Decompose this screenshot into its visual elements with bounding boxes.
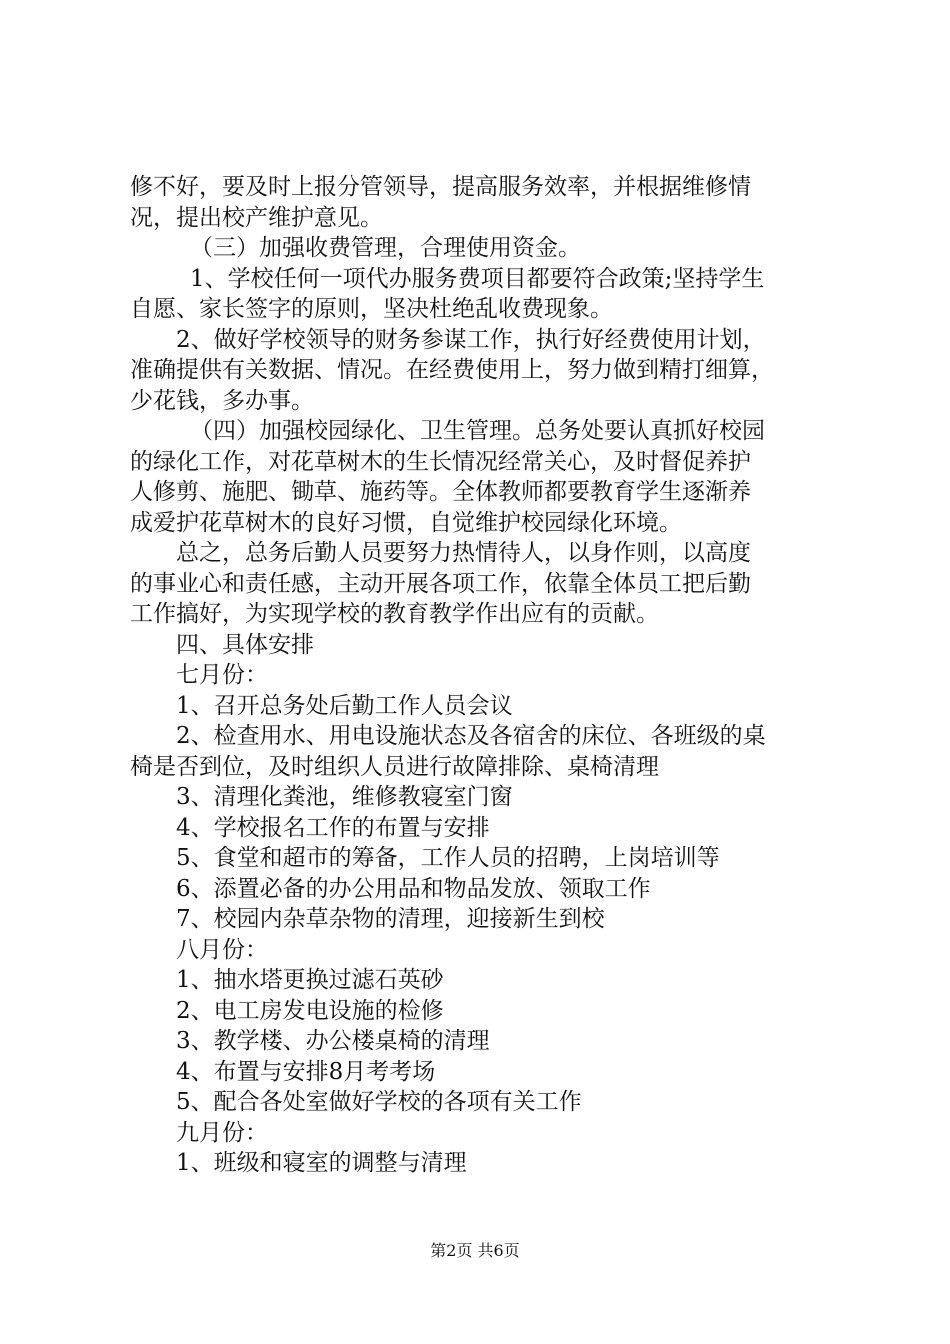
list-item: 3、教学楼、办公楼桌椅的清理 <box>176 1028 490 1054</box>
text-line: 准确提供有关数据、情况。在经费使用上，努力做到精打细算， <box>130 357 774 383</box>
month-heading: 七月份： <box>176 662 268 688</box>
list-item: 2、电工房发电设施的检修 <box>176 997 444 1024</box>
text-line: 况，提出校产维护意见。 <box>130 204 383 231</box>
text-line: 少花钱，多办事。 <box>130 387 314 414</box>
text-line: 修不好，要及时上报分管领导，提高服务效率，并根据维修情 <box>130 174 751 200</box>
text-line: 工作搞好，为实现学校的教育教学作出应有的贡献。 <box>130 601 659 627</box>
text-line: 的事业心和责任感，主动开展各项工作，依靠全体员工把后勤 <box>130 570 751 597</box>
list-item: 4、学校报名工作的布置与安排 <box>176 814 490 841</box>
section-heading: （三）加强收费管理，合理使用资金。 <box>190 235 581 261</box>
list-item: 1、班级和寝室的调整与清理 <box>176 1150 467 1176</box>
text-line: 的绿化工作，对花草树木的生长情况经常关心，及时督促养护 <box>130 448 751 475</box>
text-line: 总之，总务后勤人员要努力热情待人，以身作则，以高度 <box>176 540 751 566</box>
text-line: 人修剪、施肥、锄草、施药等。全体教师都要教育学生逐渐养 <box>130 479 751 505</box>
month-heading: 九月份： <box>176 1119 268 1146</box>
list-item: 5、配合各处室做好学校的各项有关工作 <box>176 1089 582 1115</box>
list-item: 7、校园内杂草杂物的清理，迎接新生到校 <box>176 906 605 932</box>
list-item: 2、检查用水、用电设施状态及各宿舍的床位、各班级的桌 <box>176 723 766 749</box>
text-line: 成爱护花草树木的良好习惯，自觉维护校园绿化环境。 <box>130 509 682 536</box>
list-item: 4、布置与安排8月考考场 <box>176 1058 436 1085</box>
section-heading: 四、具体安排 <box>176 631 314 658</box>
text-line: 2、做好学校领导的财务参谋工作，执行好经费使用计划， <box>176 326 766 353</box>
list-item: 1、抽水塔更换过滤石英砂 <box>176 967 444 993</box>
text-line: 椅是否到位，及时组织人员进行故障排除、桌椅清理 <box>130 753 659 780</box>
list-item: 1、召开总务处后勤工作人员会议 <box>176 692 513 719</box>
list-item: 5、食堂和超市的筹备，工作人员的招聘，上岗培训等 <box>176 845 720 871</box>
month-heading: 八月份： <box>176 936 268 963</box>
page-number-footer: 第2页 共6页 <box>430 1241 520 1260</box>
document-body <box>130 172 835 1179</box>
list-item: 3、清理化粪池，维修教寝室门窗 <box>176 784 513 810</box>
text-line: 自愿、家长签字的原则，坚决杜绝乱收费现象。 <box>130 296 613 322</box>
list-item: 6、添置必备的办公用品和物品发放、领取工作 <box>176 875 651 902</box>
section-heading: （四）加强校园绿化、卫生管理。总务处要认真抓好校园 <box>190 418 765 444</box>
text-line: 1、学校任何一项代办服务费项目都要符合政策;坚持学生 <box>190 265 765 292</box>
